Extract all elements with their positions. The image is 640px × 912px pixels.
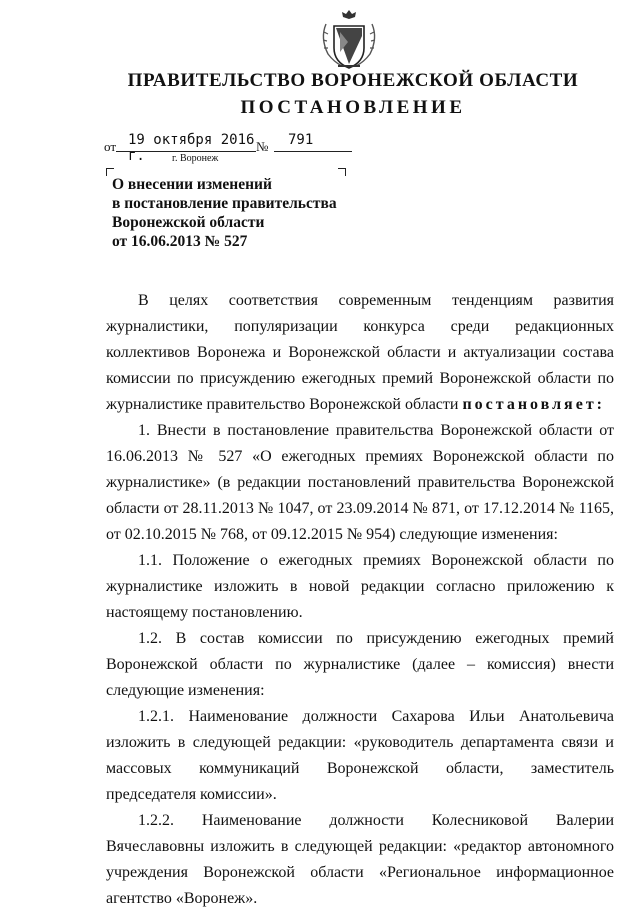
text-line: Воронежской области и актуализации состава комиссии по присуждению [106,344,614,387]
text-line: популяризации конкурса среди редакционных коллективов Воронежа и [106,318,615,361]
organization-title: ПРАВИТЕЛЬСТВО ВОРОНЕЖСКОЙ ОБЛАСТИ [127,70,579,91]
subject-line: в постановление правительства [112,195,337,212]
decree-word: постановляет: [462,396,605,413]
clause-1-paragraph [106,418,614,548]
city-label: г. Воронеж [172,153,219,164]
text-line: Воронежской области «Региональное информационное агентство «Воронеж». [106,864,615,907]
number-label: № [256,139,269,154]
clause-1-2-1-paragraph [106,704,614,808]
text-line: 1.2. В состав комиссии по присуждению ежегодных премий [138,630,614,647]
text-line: 1.1. Положение о ежегодных премиях Воронежской области по [138,552,614,569]
document-date: 19 октября 2016 г. [128,132,255,164]
text-line: 1.2.2. Наименование должности Колесниковой Валерии Вячеславовны [106,812,614,855]
text-line: Воронежской области [309,396,459,413]
clause-1-2-2-paragraph [106,808,614,912]
document-type: ПОСТАНОВЛЕНИЕ [240,97,466,118]
clause-1-1-paragraph [106,548,614,626]
text-line: 1. Внести в постановление правительства Воронежской области от [138,422,614,439]
text-line: Воронежской области по журналистике (далее – комиссия) внести [106,656,614,673]
text-line: следующие изменения: [106,682,265,699]
text-line: 1.2.1. Наименование должности Сахарова Ильи Анатольевича изложить [106,708,614,751]
text-line: журналистике» (в редакции постановлений правительства Воронежской [106,474,614,491]
subject-line: О внесении изменений [112,176,272,193]
clause-1-2-paragraph [106,626,614,704]
text-line: коммуникаций Воронежской области, заместитель председателя комиссии». [106,760,615,803]
preamble-paragraph [106,288,614,418]
text-line: В целях соответствия современным тенденциям развития журналистики, [106,292,614,335]
subject-line: от 16.06.2013 № 527 [112,233,248,250]
text-line: журналистике изложить в новой редакции согласно приложению к [106,578,614,595]
date-from-label: от [104,139,117,154]
text-line: ежегодных премий Воронежской области по журналистике правительство [106,370,615,413]
number-underline [274,151,352,152]
text-line: области от 28.11.2013 № 1047, от 23.09.2014 № 871, от 17.12.2014 № 1165, от [106,500,614,543]
text-line: в следующей редакции: «руководитель департамента связи и массовых [106,734,614,777]
text-line: 02.10.2015 № 768, от 09.12.2015 № 954) следующие изменения: [124,526,558,543]
subject-line: Воронежской области [112,214,265,231]
document-body [106,288,614,912]
document-number: 791 [288,132,314,148]
voronezh-coat-of-arms-icon [318,6,380,72]
text-line: изложить в следующей редакции: «редактор автономного учреждения [106,838,614,881]
text-line: 16.06.2013 № 527 «О ежегодных премиях Воронежской области по [106,448,614,465]
date-underline [116,151,256,152]
subject-block [112,175,352,251]
text-line: настоящему постановлению. [106,604,303,621]
